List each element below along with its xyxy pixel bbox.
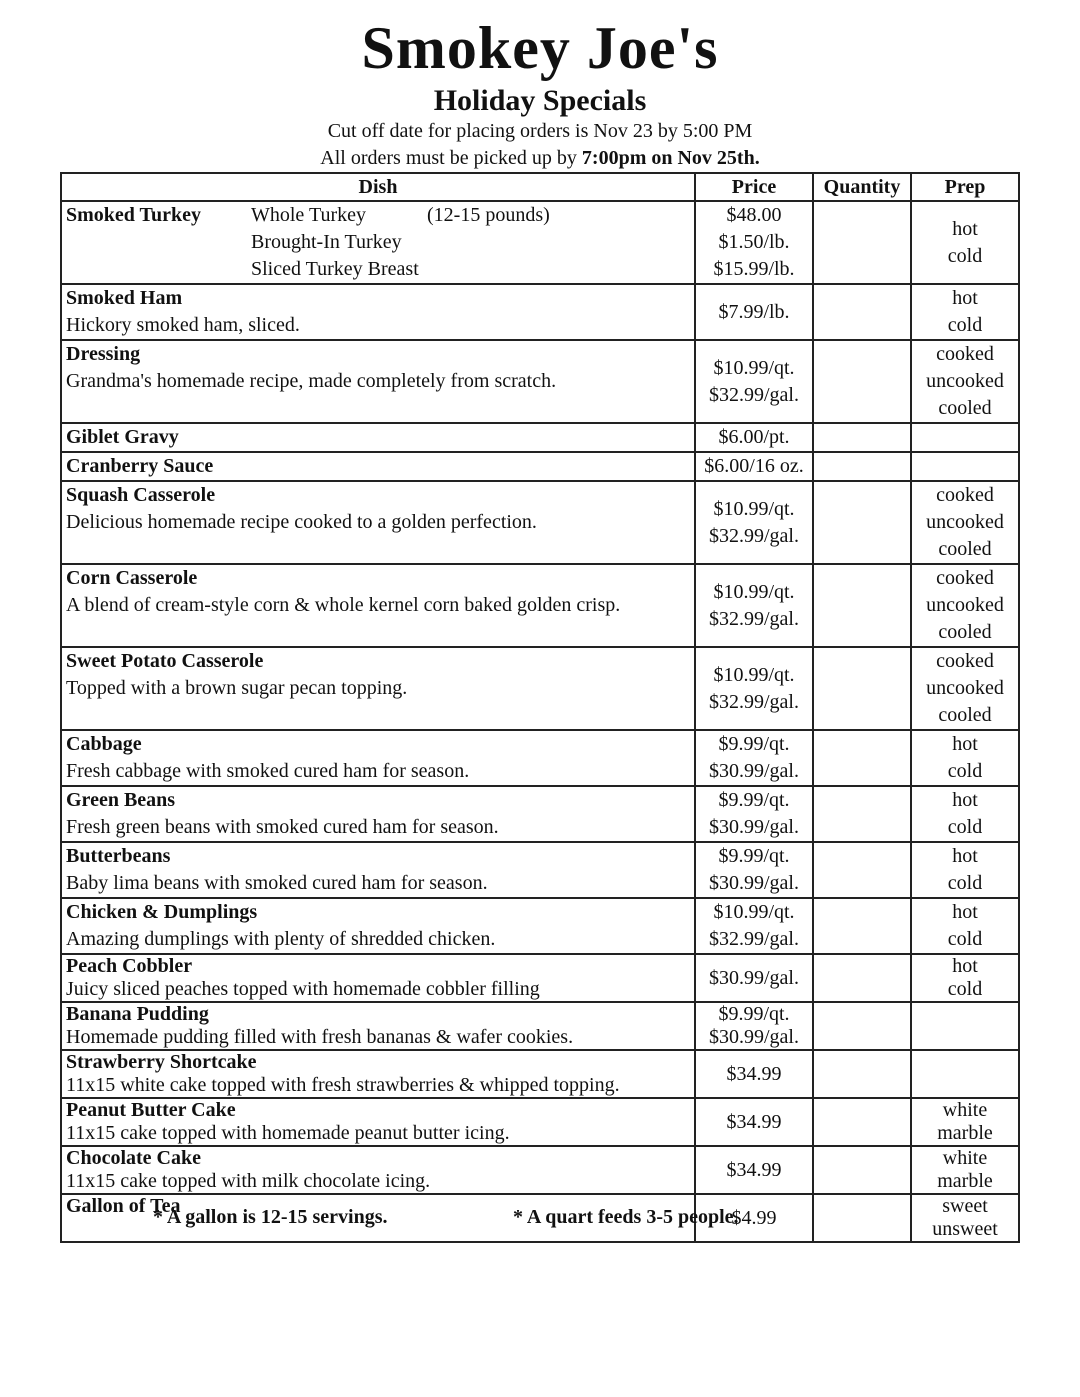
price-cell: [695, 898, 813, 954]
dish-description: A blend of cream-style corn & whole kernel corn baked golden crisp.: [66, 594, 621, 616]
dish-cell: [61, 423, 695, 452]
price-value: $9.99/qt.: [718, 845, 790, 867]
prep-option: unsweet: [932, 1218, 998, 1240]
dish-name: Chicken & Dumplings: [66, 901, 258, 923]
quantity-cell[interactable]: [813, 786, 911, 842]
col-header-quantity: Quantity: [813, 173, 911, 201]
prep-option: sweet: [942, 1195, 988, 1217]
pickup-note-deadline: 7:00pm on Nov 25th.: [581, 147, 760, 169]
price-value: $6.00/16 oz.: [704, 455, 804, 477]
prep-option: hot: [952, 901, 978, 923]
prep-option: cooked: [936, 650, 994, 672]
price-cell: [695, 423, 813, 452]
price-value: $48.00: [726, 204, 782, 226]
turkey-option: Sliced Turkey Breast: [251, 258, 419, 280]
prep-option: cooled: [938, 538, 992, 560]
price-value: $34.99: [726, 1110, 782, 1133]
quantity-cell[interactable]: [813, 481, 911, 564]
price-cell: [695, 730, 813, 786]
dish-cell: [61, 1002, 695, 1050]
dish-cell: [61, 284, 695, 340]
menu-table: [60, 172, 1020, 1243]
quantity-cell[interactable]: [813, 452, 911, 481]
price-value: $30.99/gal.: [709, 872, 799, 894]
table-row: [61, 1146, 1019, 1194]
quantity-cell[interactable]: [813, 730, 911, 786]
price-value: $10.99/qt.: [713, 580, 795, 603]
prep-cell: [911, 954, 1019, 1002]
price-cell: [695, 201, 813, 284]
dish-name: Strawberry Shortcake: [66, 1051, 257, 1073]
quantity-cell[interactable]: [813, 284, 911, 340]
quantity-cell[interactable]: [813, 340, 911, 423]
dish-name: Banana Pudding: [66, 1003, 209, 1025]
dish-description: Fresh green beans with smoked cured ham for season.: [66, 816, 499, 838]
dish-description: Topped with a brown sugar pecan topping.: [66, 677, 408, 699]
prep-option: cold: [947, 760, 983, 782]
dish-name: Sweet Potato Casserole: [66, 650, 264, 672]
prep-option: cooked: [936, 484, 994, 506]
prep-cell: [911, 481, 1019, 564]
dish-cell: [61, 1146, 695, 1194]
pickup-note-text: All orders must be picked up by: [320, 147, 582, 169]
prep-option: hot: [952, 217, 978, 240]
prep-cell: [911, 842, 1019, 898]
table-row: [61, 954, 1019, 1002]
prep-cell: [911, 730, 1019, 786]
dish-cell: [61, 898, 695, 954]
price-value: $7.99/lb.: [718, 300, 790, 323]
dish-name: Corn Casserole: [66, 567, 198, 589]
dish-name: Smoked Ham: [66, 287, 183, 309]
col-header-dish: Dish: [61, 173, 695, 201]
page-subtitle: Holiday Specials: [433, 84, 647, 117]
table-row: [61, 647, 1019, 730]
price-cell: [695, 842, 813, 898]
turkey-option: Whole Turkey: [251, 204, 366, 226]
prep-option: hot: [952, 733, 978, 755]
prep-cell: [911, 284, 1019, 340]
prep-option: cooled: [938, 621, 992, 643]
prep-cell: [911, 647, 1019, 730]
table-row: [61, 340, 1019, 423]
table-row: [61, 786, 1019, 842]
price-value: $9.99/qt.: [718, 1003, 790, 1025]
table-row: [61, 452, 1019, 481]
dish-description: Baby lima beans with smoked cured ham for season.: [66, 872, 488, 894]
price-value: $10.99/qt.: [713, 901, 795, 923]
price-value: $30.99/gal.: [709, 816, 799, 838]
dish-description: 11x15 cake topped with homemade peanut butter icing.: [66, 1122, 510, 1144]
price-value: $34.99: [726, 1158, 782, 1181]
dish-cell: [61, 842, 695, 898]
dish-cell: [61, 730, 695, 786]
quantity-cell[interactable]: [813, 647, 911, 730]
dish-cell: [61, 954, 695, 1002]
price-value: $30.99/gal.: [709, 760, 799, 782]
price-cell: [695, 1050, 813, 1098]
dish-name: Peach Cobbler: [66, 955, 193, 977]
dish-cell: [61, 564, 695, 647]
dish-description: 11x15 cake topped with milk chocolate icing.: [66, 1170, 431, 1192]
prep-cell: [911, 898, 1019, 954]
prep-option: cold: [947, 928, 983, 950]
price-value: $30.99/gal.: [709, 966, 799, 989]
quantity-cell[interactable]: [813, 564, 911, 647]
prep-cell: [911, 1146, 1019, 1194]
price-cell: [695, 954, 813, 1002]
price-cell: [695, 564, 813, 647]
dish-cell: [61, 1098, 695, 1146]
quart-note: * A quart feeds 3-5 people.: [513, 1206, 739, 1228]
cutoff-note: Cut off date for placing orders is Nov 23 by 5:00 PM: [327, 120, 753, 142]
dish-name: Gallon of Tea: [66, 1195, 181, 1217]
prep-option: cooked: [936, 343, 994, 365]
dish-name: Squash Casserole: [66, 484, 216, 506]
dish-description: Delicious homemade recipe cooked to a golden perfection.: [66, 511, 537, 533]
table-row: [61, 423, 1019, 452]
price-value: $10.99/qt.: [713, 356, 795, 379]
prep-option: cold: [947, 244, 983, 267]
prep-cell: [911, 1002, 1019, 1050]
gallon-note: * A gallon is 12-15 servings.: [153, 1206, 388, 1228]
dish-cell: [61, 786, 695, 842]
price-cell: [695, 786, 813, 842]
dish-description: Homemade pudding filled with fresh bananas & wafer cookies.: [66, 1026, 574, 1048]
dish-description: 11x15 white cake topped with fresh strawberries & whipped topping.: [66, 1074, 620, 1096]
price-value: $6.00/pt.: [718, 426, 790, 448]
price-value: $15.99/lb.: [713, 258, 795, 280]
prep-cell: [911, 452, 1019, 481]
price-value: $30.99/gal.: [709, 1026, 799, 1048]
prep-option: uncooked: [926, 677, 1004, 699]
page-title: Smokey Joe's: [361, 15, 719, 81]
quantity-cell[interactable]: [813, 1050, 911, 1098]
table-row: [61, 1098, 1019, 1146]
table-row: [61, 730, 1019, 786]
price-cell: [695, 340, 813, 423]
dish-cell: [61, 340, 695, 423]
dish-name: Giblet Gravy: [66, 426, 179, 448]
prep-option: uncooked: [926, 370, 1004, 392]
price-cell: [695, 647, 813, 730]
dish-name: Dressing: [66, 343, 141, 365]
prep-option: white: [942, 1099, 988, 1121]
prep-option: marble: [937, 1122, 993, 1144]
price-value: $32.99/gal.: [709, 383, 799, 406]
table-row-smoked-turkey: [61, 201, 1019, 284]
quantity-cell[interactable]: [813, 1146, 911, 1194]
prep-option: cooled: [938, 397, 992, 419]
dish-name: Cranberry Sauce: [66, 455, 214, 477]
dish-name: Cabbage: [66, 733, 142, 755]
col-header-price: Price: [695, 173, 813, 201]
prep-cell: [911, 423, 1019, 452]
prep-option: hot: [952, 955, 978, 977]
prep-option: hot: [952, 789, 978, 811]
prep-cell: [911, 201, 1019, 284]
prep-option: cold: [947, 872, 983, 894]
quantity-cell[interactable]: [813, 423, 911, 452]
price-cell: [695, 481, 813, 564]
dish-cell: [61, 481, 695, 564]
dish-name: Peanut Butter Cake: [66, 1099, 236, 1121]
dish-cell: [61, 452, 695, 481]
prep-option: hot: [952, 287, 978, 309]
table-row: [61, 1002, 1019, 1050]
prep-cell: [911, 1194, 1019, 1242]
quantity-cell[interactable]: [813, 1002, 911, 1050]
dish-cell: [61, 1050, 695, 1098]
dish-description: Amazing dumplings with plenty of shredded chicken.: [66, 928, 496, 950]
price-value: $4.99: [731, 1206, 777, 1229]
prep-option: white: [942, 1147, 988, 1169]
prep-option: cooked: [936, 567, 994, 589]
prep-option: uncooked: [926, 511, 1004, 533]
table-row: [61, 564, 1019, 647]
price-value: $1.50/lb.: [718, 231, 790, 253]
dish-name: Butterbeans: [66, 845, 171, 867]
prep-cell: [911, 1050, 1019, 1098]
price-cell: [695, 284, 813, 340]
price-value: $32.99/gal.: [709, 690, 799, 713]
prep-option: cold: [947, 978, 983, 1000]
quantity-cell[interactable]: [813, 898, 911, 954]
prep-option: cold: [947, 816, 983, 838]
quantity-cell[interactable]: [813, 201, 911, 284]
price-cell: [695, 1002, 813, 1050]
dish-description: Fresh cabbage with smoked cured ham for season.: [66, 760, 470, 782]
prep-cell: [911, 340, 1019, 423]
price-value: $10.99/qt.: [713, 497, 795, 520]
pickup-note: [0, 145, 1080, 171]
quantity-cell[interactable]: [813, 842, 911, 898]
price-value: $9.99/qt.: [718, 733, 790, 755]
table-row: [61, 842, 1019, 898]
table-row: [61, 1050, 1019, 1098]
dish-description: Juicy sliced peaches topped with homemade cobbler filling: [66, 978, 540, 1000]
dish-name: Smoked Turkey: [66, 204, 202, 226]
col-header-prep: Prep: [911, 173, 1019, 201]
prep-cell: [911, 564, 1019, 647]
quantity-cell[interactable]: [813, 954, 911, 1002]
prep-option: uncooked: [926, 594, 1004, 616]
prep-cell: [911, 1098, 1019, 1146]
dish-cell: [61, 647, 695, 730]
table-row: [61, 481, 1019, 564]
price-value: $9.99/qt.: [718, 789, 790, 811]
price-value: $32.99/gal.: [709, 524, 799, 547]
prep-option: cold: [947, 314, 983, 336]
price-value: $34.99: [726, 1062, 782, 1085]
price-cell: [695, 1146, 813, 1194]
price-value: $10.99/qt.: [713, 663, 795, 686]
header-row: [61, 173, 1019, 201]
turkey-option: Brought-In Turkey: [251, 231, 402, 253]
dish-name: Chocolate Cake: [66, 1147, 201, 1169]
price-value: $32.99/gal.: [709, 928, 799, 950]
prep-cell: [911, 786, 1019, 842]
prep-option: hot: [952, 845, 978, 867]
table-row: [61, 898, 1019, 954]
turkey-dish-cell: [61, 201, 695, 284]
quantity-cell[interactable]: [813, 1194, 911, 1242]
table-row: [61, 284, 1019, 340]
prep-option: cooled: [938, 704, 992, 726]
price-value: $32.99/gal.: [709, 607, 799, 630]
turkey-weight-note: (12-15 pounds): [427, 204, 550, 226]
price-cell: [695, 1098, 813, 1146]
dish-description: Hickory smoked ham, sliced.: [66, 314, 300, 336]
prep-option: marble: [937, 1170, 993, 1192]
dish-name: Green Beans: [66, 789, 176, 811]
dish-description: Grandma's homemade recipe, made completely from scratch.: [66, 370, 557, 392]
quantity-cell[interactable]: [813, 1098, 911, 1146]
price-cell: [695, 452, 813, 481]
